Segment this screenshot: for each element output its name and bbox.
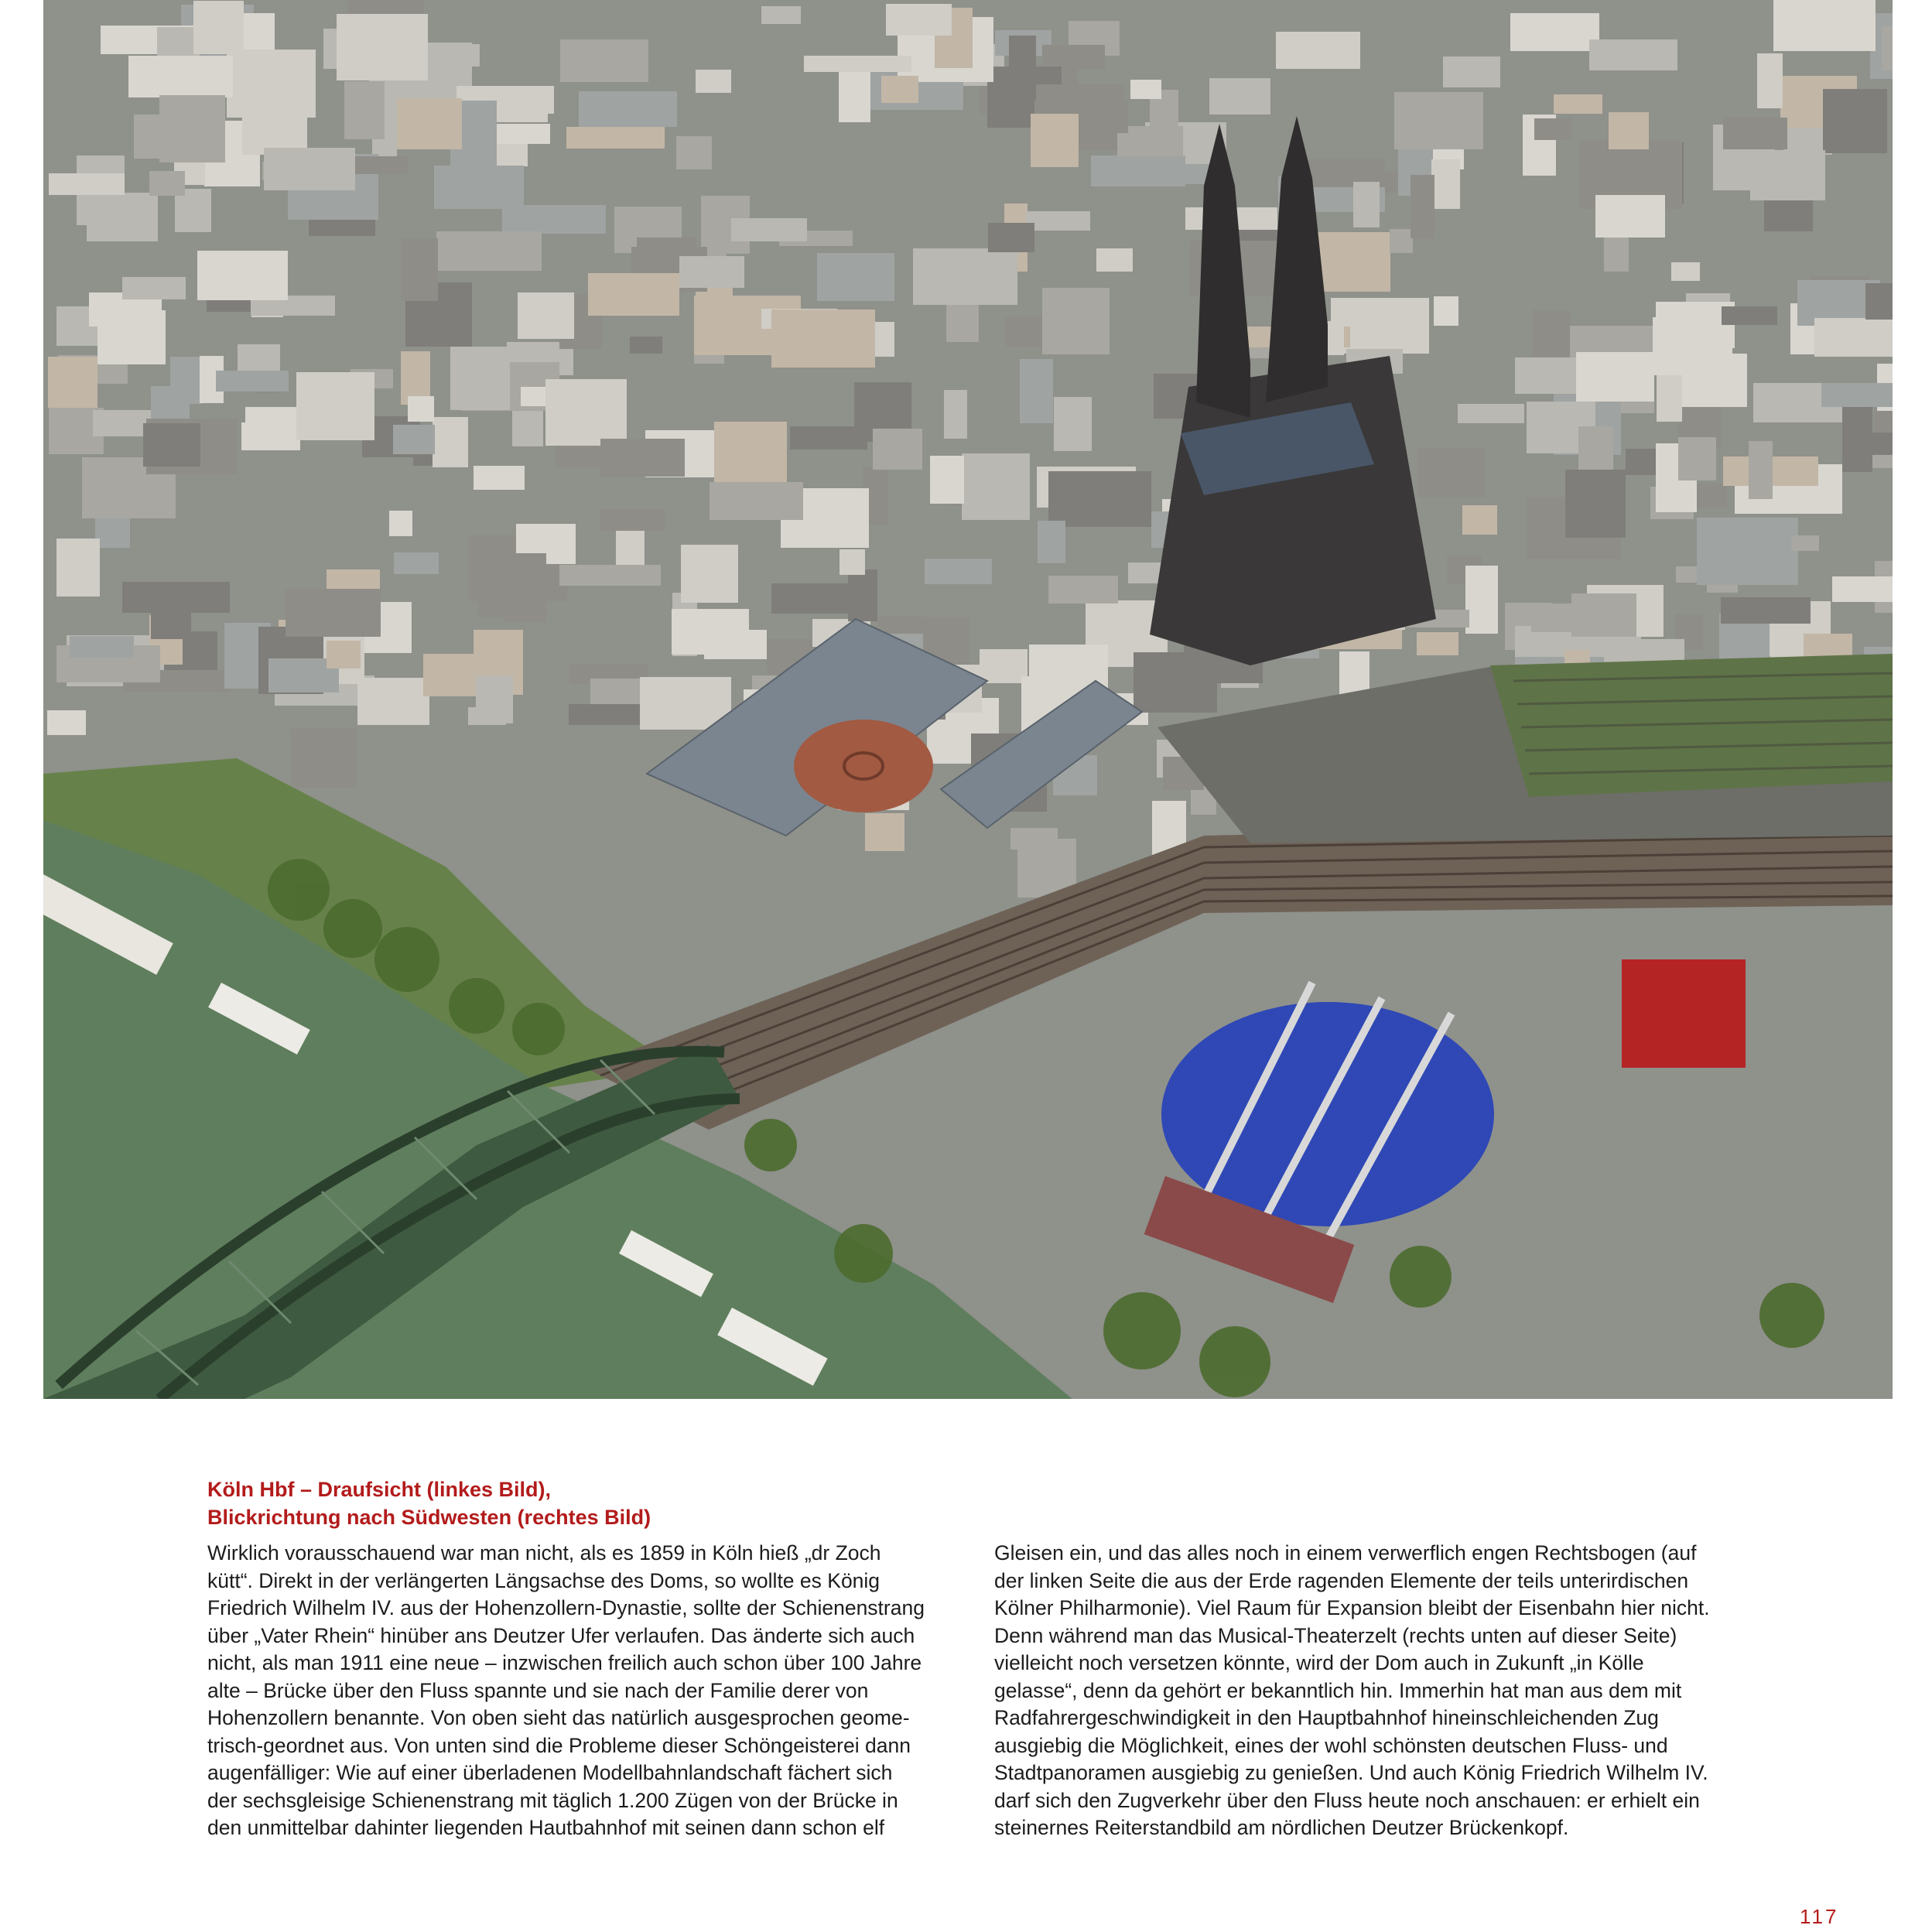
city-block	[1882, 26, 1893, 70]
city-block	[839, 549, 865, 575]
city-block	[886, 4, 952, 36]
body-line: Wirklich vorausschauend war man nicht, als es 1859 in Köln hieß „dr Zoch	[207, 1541, 881, 1564]
city-block	[1462, 505, 1497, 535]
city-block	[290, 729, 357, 788]
body-line: alte – Brücke über den Fluss spannte und sie nach der Familie derer von	[207, 1678, 869, 1702]
body-line: ausgiebig die Möglichkeit, eines der wohl schönsten deutschen Fluss- und	[994, 1733, 1668, 1757]
city-block	[1431, 159, 1460, 209]
city-block	[817, 253, 894, 301]
city-block	[197, 251, 288, 300]
body-line: Denn während man das Musical-Theaterzelt (rechts unten auf dieser Seite)	[994, 1623, 1677, 1647]
city-block	[865, 813, 904, 851]
city-block	[357, 678, 429, 725]
city-block	[1723, 118, 1787, 149]
city-block	[87, 193, 158, 241]
city-block	[433, 417, 468, 467]
city-block	[1054, 397, 1092, 451]
city-block	[1697, 518, 1798, 585]
city-block	[1821, 383, 1893, 407]
body-line: augenfälliger: Wie auf einer überladenen Modellbahnlandschaft fächert sich	[207, 1761, 893, 1784]
city-block	[1595, 195, 1665, 238]
city-block	[566, 127, 665, 149]
city-block	[1865, 433, 1893, 455]
city-block	[1130, 80, 1161, 99]
city-block	[408, 396, 434, 422]
city-block	[1671, 262, 1700, 281]
caption-line: Blickrichtung nach Südwesten (rechtes Bild)	[207, 1506, 651, 1529]
city-block	[245, 407, 304, 423]
city-block	[1353, 182, 1380, 227]
city-block	[1749, 441, 1773, 499]
body-line: der sechsgleisige Schienenstrang mit täglich 1.200 Zügen von der Brücke in	[207, 1788, 898, 1812]
plaza	[794, 720, 933, 812]
city-block	[873, 429, 922, 470]
city-block	[944, 390, 967, 439]
city-block	[502, 205, 606, 234]
city-block	[1565, 470, 1626, 538]
body-line: steinernes Reiterstandbild am nördlichen Deutzer Brückenkopf.	[994, 1816, 1569, 1839]
city-block	[1009, 36, 1036, 101]
photo-caption	[207, 1476, 950, 1531]
city-block	[731, 218, 807, 241]
body-line: vielleicht noch versetzen könnte, wird der Dom auch in Zukunft „in Kölle	[994, 1651, 1644, 1674]
body-line: darf sich den Zugverkehr über den Fluss heute noch anschauen: er erhielt ein	[994, 1788, 1700, 1812]
city-block	[1791, 535, 1819, 551]
body-line: der linken Seite die aus der Erde ragenden Elemente der teils unterirdischen	[994, 1568, 1689, 1592]
body-line: über „Vater Rhein“ hinüber ans Deutzer Ufer verlaufen. Das änderte sich auch	[207, 1623, 915, 1647]
city-block	[122, 582, 230, 613]
city-block	[1209, 78, 1270, 115]
city-block	[1042, 288, 1110, 354]
city-block	[504, 553, 546, 622]
city-block	[1048, 576, 1118, 604]
city-block	[1865, 283, 1893, 320]
body-text-left-column	[207, 1540, 950, 1842]
city-block	[393, 425, 435, 454]
body-line: trisch-geordnet aus. Von unten sind die Probleme dieser Schöngeisterei dann	[207, 1733, 911, 1757]
city-block	[492, 142, 528, 166]
city-block	[264, 148, 355, 190]
city-block	[397, 98, 462, 149]
city-block	[1031, 114, 1079, 167]
city-block	[1042, 45, 1105, 69]
city-block	[988, 223, 1034, 252]
city-block	[1434, 296, 1458, 326]
city-block	[327, 641, 361, 669]
city-block	[434, 166, 524, 209]
city-block	[1417, 632, 1458, 655]
city-block	[930, 456, 964, 504]
city-block	[1571, 593, 1636, 637]
city-block	[1604, 238, 1629, 272]
city-block	[1038, 521, 1065, 563]
city-block	[579, 91, 677, 127]
city-block	[804, 56, 911, 72]
city-block	[286, 589, 381, 637]
city-block	[672, 609, 749, 655]
city-block	[1589, 39, 1677, 70]
city-block	[128, 56, 233, 97]
city-block	[600, 509, 665, 531]
city-block	[49, 173, 125, 195]
city-block	[637, 238, 696, 253]
city-block	[1653, 317, 1732, 375]
city-block	[771, 583, 857, 614]
body-line: Hohenzollern benannte. Von oben sieht das natürlich ausgesprochen geome-	[207, 1706, 910, 1729]
city-block	[1678, 437, 1716, 480]
city-block	[1510, 13, 1599, 51]
city-block	[56, 539, 100, 597]
body-line: Radfahrergeschwindigkeit in den Hauptbahnhof hineinschleichenden Zug	[994, 1706, 1659, 1729]
city-block	[296, 372, 374, 440]
city-block	[1609, 112, 1649, 149]
city-block	[1417, 449, 1486, 498]
city-block	[1026, 211, 1090, 231]
city-block	[389, 511, 412, 536]
city-block	[70, 636, 134, 658]
city-block	[1020, 359, 1053, 423]
city-block	[97, 310, 166, 364]
body-line: nicht, als man 1911 eine neue – inzwischen freilich auch schon über 100 Jahre	[207, 1651, 922, 1674]
body-line: den unmittelbar dahinter liegenden Hautbahnhof mit seinen dann schon elf	[207, 1816, 885, 1839]
city-block	[474, 466, 525, 490]
city-block	[1757, 53, 1783, 108]
caption-line: Köln Hbf – Draufsicht (linkes Bild),	[207, 1478, 552, 1501]
city-block	[402, 238, 438, 301]
city-block	[569, 704, 651, 725]
city-block	[47, 710, 86, 735]
city-block	[48, 357, 97, 408]
city-block	[848, 569, 877, 621]
city-block	[714, 422, 787, 489]
city-block	[1096, 248, 1133, 272]
city-block	[149, 171, 185, 196]
city-block	[1534, 118, 1571, 140]
page-number: 117	[1800, 1905, 1839, 1928]
body-line: Stadtpanoramen ausgiebig zu genießen. Und auch König Friedrich Wilhelm IV.	[994, 1761, 1708, 1784]
city-block	[1102, 482, 1127, 519]
city-block	[476, 675, 513, 723]
city-block	[1458, 404, 1524, 423]
city-block	[216, 371, 289, 392]
city-block	[1554, 94, 1602, 114]
city-block	[588, 273, 679, 316]
aerial-photo	[43, 0, 1893, 1399]
city-block	[1721, 597, 1811, 624]
city-block	[1394, 92, 1483, 149]
city-block	[1823, 89, 1887, 153]
aerial-photo-drawing	[43, 0, 1893, 1399]
city-block	[242, 106, 307, 155]
city-block	[241, 422, 300, 450]
city-block	[962, 453, 1030, 520]
city-block	[1276, 32, 1360, 69]
city-block	[134, 115, 194, 159]
city-block	[600, 439, 685, 477]
body-line: Gleisen ein, und das alles noch in einem verwerflich engen Rechtsbogen (auf	[994, 1541, 1697, 1564]
city-block	[761, 6, 801, 24]
city-block	[881, 76, 918, 103]
body-line: gelasse“, denn da gehört er bekanntlich hin. Immerhin hat man aus dem mit	[994, 1678, 1682, 1702]
city-block	[681, 545, 738, 603]
city-block	[913, 248, 1017, 305]
city-block	[545, 379, 627, 446]
city-block	[980, 649, 1028, 683]
city-block	[436, 231, 542, 271]
red-building	[1622, 959, 1746, 1068]
city-block	[1515, 357, 1577, 394]
city-block	[1465, 566, 1498, 634]
city-block	[193, 1, 244, 54]
city-block	[559, 565, 661, 586]
city-block	[710, 482, 803, 520]
city-block	[344, 81, 385, 139]
city-block	[95, 518, 130, 548]
city-block	[1722, 306, 1777, 325]
city-block	[518, 292, 574, 339]
city-block	[1411, 175, 1434, 238]
city-block	[143, 423, 200, 467]
city-block	[771, 309, 875, 368]
body-text-right-column	[994, 1540, 1737, 1842]
city-block	[122, 277, 186, 299]
city-block	[1390, 229, 1413, 253]
city-block	[1443, 56, 1500, 87]
city-block	[630, 337, 662, 354]
city-block	[1814, 318, 1893, 357]
city-block	[696, 70, 731, 93]
city-block	[877, 617, 927, 634]
city-block	[450, 347, 510, 410]
body-line: Friedrich Wilhelm IV. aus der Hohenzollern-Dynastie, sollte der Schienenstrang	[207, 1596, 925, 1619]
city-block	[1773, 0, 1876, 51]
city-block	[337, 14, 428, 80]
city-block	[1832, 576, 1893, 602]
city-block	[1048, 471, 1151, 527]
city-block	[679, 256, 744, 288]
city-block	[1697, 484, 1727, 508]
city-block	[394, 552, 439, 574]
city-block	[676, 136, 712, 169]
city-block	[560, 39, 648, 82]
city-block	[925, 559, 992, 584]
city-block	[1576, 352, 1654, 402]
body-line: Kölner Philharmonie). Viel Raum für Expansion bleibt der Eisenbahn hier nicht.	[994, 1596, 1710, 1619]
city-block	[1764, 195, 1813, 231]
body-line: kütt“. Direkt in der verlängerten Längsachse des Doms, so wollte es König	[207, 1568, 881, 1592]
